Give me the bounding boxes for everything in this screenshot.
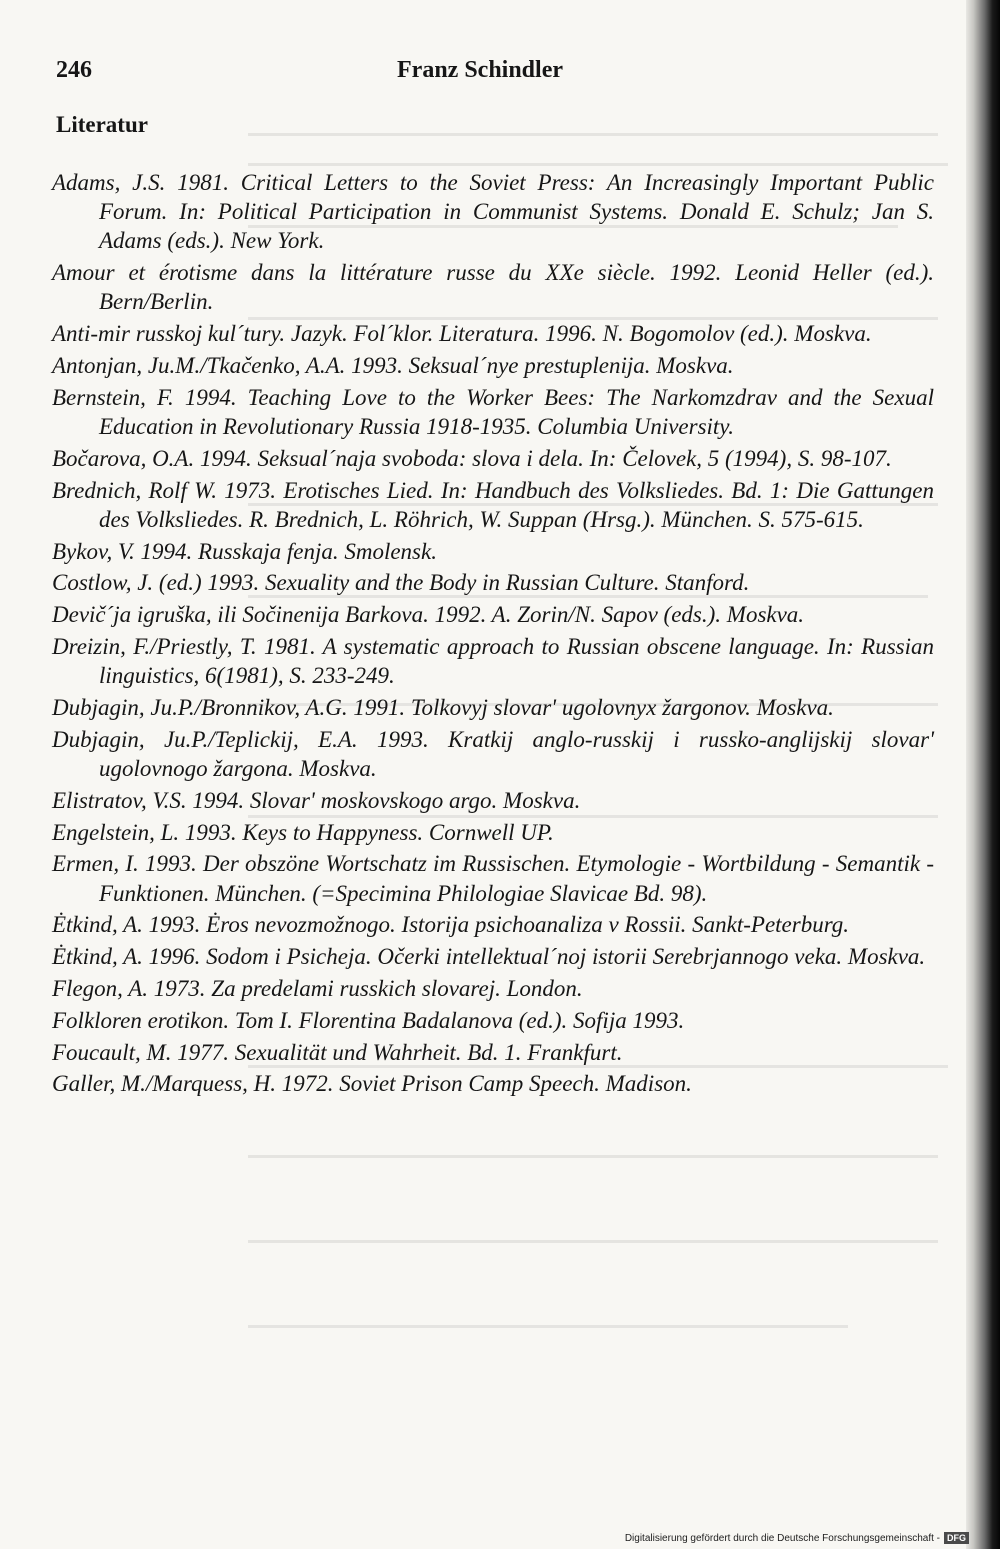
- bibliography-entry: Dreizin, F./Priestly, T. 1981. A systematic approach to Russian obscene language. In: Russian linguistics, 6(1981), S. 233-249.: [52, 633, 934, 689]
- bibliography-entry: Folkloren erotikon. Tom I. Florentina Badalanova (ed.). Sofija 1993.: [52, 1007, 685, 1033]
- bibliography-entry: Foucault, M. 1977. Sexualität und Wahrheit. Bd. 1. Frankfurt.: [52, 1039, 623, 1065]
- bibliography-entry: Bernstein, F. 1994. Teaching Love to the Worker Bees: The Narkomzdrav and the Sexual Education in Revolutionary Russia 1918-1935. Columbia University.: [52, 384, 934, 439]
- bibliography-entry: Brednich, Rolf W. 1973. Erotisches Lied. In: Handbuch des Volksliedes. Bd. 1: Die Gattungen des Volksliedes. R. Brednich, L. Röhrich, W. Suppan (Hrsg.). München. S. 575-615.: [52, 477, 934, 532]
- page-header: [56, 57, 936, 93]
- bibliography-entry: Ėtkind, A. 1996. Sodom i Psicheja. Očerki intellektual´noj istorii Serebrjannogo veka. Moskva.: [52, 944, 926, 970]
- bibliography-entry: Amour et érotisme dans la littérature russe du XXe siècle. 1992. Leonid Heller (ed.). Bern/Berlin.: [52, 260, 934, 315]
- bibliography-entry: Bykov, V. 1994. Russkaja fenja. Smolensk.: [52, 538, 437, 564]
- bibliography-entry: Ermen, I. 1993. Der obszöne Wortschatz im Russischen. Etymologie - Wortbildung - Semantik - Funktionen. München. (=Specimina Philologiae Slavicae Bd. 98).: [52, 851, 934, 906]
- bibliography-entry: Flegon, A. 1973. Za predelami russkich slovarej. London.: [52, 975, 583, 1001]
- bibliography-entry: Galler, M./Marquess, H. 1972. Soviet Prison Camp Speech. Madison.: [52, 1071, 692, 1097]
- bibliography-entry: Anti-mir russkoj kul´tury. Jazyk. Fol´klor. Literatura. 1996. N. Bogomolov (ed.). Moskva.: [52, 321, 872, 347]
- section-heading: Literatur: [56, 112, 148, 137]
- digitization-footer: [625, 1532, 969, 1544]
- bibliography-list: [52, 168, 934, 1101]
- footer-credit: Digitalisierung gefördert durch die Deutsche Forschungsgemeinschaft -: [624, 1532, 940, 1544]
- running-head: Franz Schindler: [397, 57, 563, 83]
- bibliography-entry: Elistratov, V.S. 1994. Slovar' moskovskogo argo. Moskva.: [52, 787, 581, 813]
- book-binding-shadow: [966, 0, 1000, 1549]
- bibliography-entry: Adams, J.S. 1981. Critical Letters to the Soviet Press: An Increasingly Important Public Forum. In: Political Participation in Communist Systems. Donald E. Schulz; Jan S. Adams (eds.). New York.: [52, 170, 934, 254]
- bibliography-entry: Dubjagin, Ju.P./Bronnikov, A.G. 1991. Tolkovyj slovar' ugolovnyx žargonov. Moskva.: [52, 694, 834, 720]
- bibliography-entry: Antonjan, Ju.M./Tkačenko, A.A. 1993. Seksual´nye prestuplenija. Moskva.: [52, 353, 734, 378]
- bibliography-entry: Devič´ja igruška, ili Sočinenija Barkova. 1992. A. Zorin/N. Sapov (eds.). Moskva.: [52, 602, 805, 628]
- bibliography-entry: Costlow, J. (ed.) 1993. Sexuality and the Body in Russian Culture. Stanford.: [52, 570, 750, 596]
- bibliography-entry: Bočarova, O.A. 1994. Seksual´naja svoboda: slova i dela. In: Čelovek, 5 (1994), S. 98-107.: [52, 445, 892, 471]
- dfg-logo: DFG: [944, 1532, 969, 1544]
- bibliography-entry: Ėtkind, A. 1993. Ėros nevozmožnogo. Istorija psichoanaliza v Rossii. Sankt-Peterburg.: [52, 912, 850, 938]
- bibliography-entry: Engelstein, L. 1993. Keys to Happyness. Cornwell UP.: [52, 819, 554, 845]
- bibliography-entry: Dubjagin, Ju.P./Teplickij, E.A. 1993. Kratkij anglo-russkij i russko-anglijskij slovar' ugolovnogo žargona. Moskva.: [52, 726, 934, 781]
- page-number: 246: [56, 57, 92, 83]
